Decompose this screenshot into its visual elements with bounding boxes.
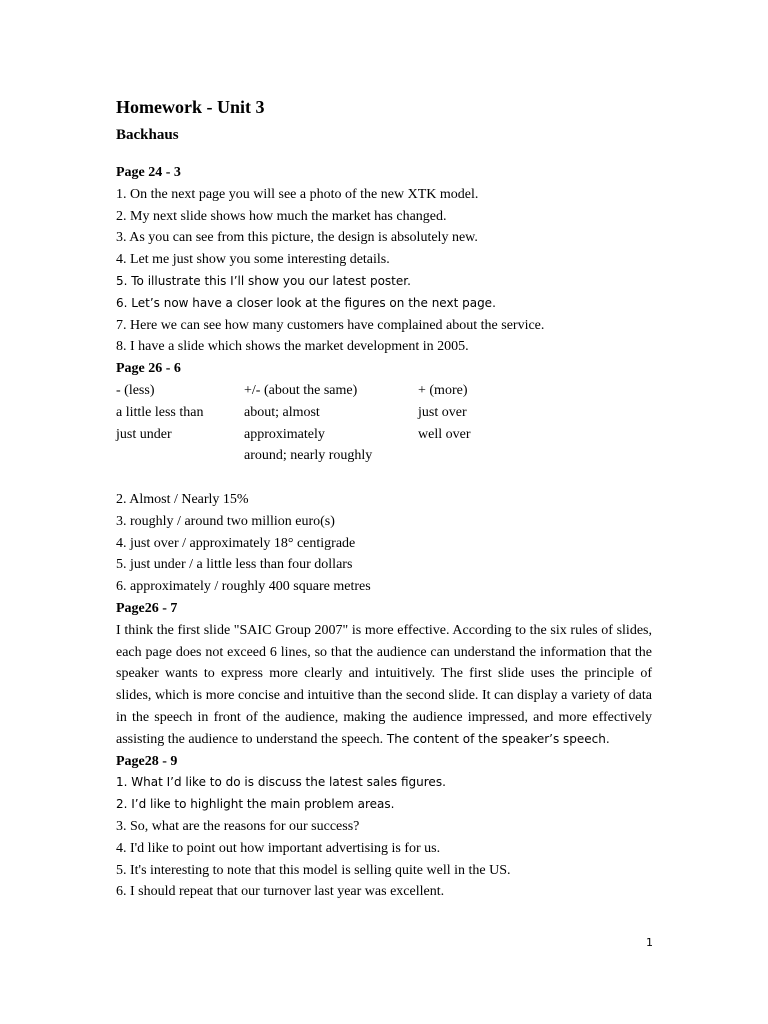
spacer <box>116 467 652 489</box>
list-item: 4. I'd like to point out how important advertising is for us. <box>116 840 441 856</box>
list-item: 2. I’d like to highlight the main problem areas. <box>116 797 395 812</box>
page-number: 1 <box>646 936 653 949</box>
list-item: 1. What I’d like to do is discuss the latest sales figures. <box>116 775 446 790</box>
list-item: 2. My next slide shows how much the market has changed. <box>116 208 447 224</box>
section-heading-page-26-6: Page 26 - 6 <box>116 361 181 377</box>
list-item: 4. just over / approximately 18° centigrade <box>116 535 356 551</box>
table-header-same: +/- (about the same) <box>244 382 358 398</box>
table-cell: just under <box>116 426 172 442</box>
list-item: 6. I should repeat that our turnover last year was excellent. <box>116 884 445 900</box>
list-item: 5. To illustrate this I’ll show you our latest poster. <box>116 273 411 288</box>
table-cell: around; nearly roughly <box>244 448 373 464</box>
section-heading-page26-7: Page26 - 7 <box>116 600 178 616</box>
document-title: Homework - Unit 3 <box>116 97 265 117</box>
table-header-less: - (less) <box>116 382 155 398</box>
list-item: 8. I have a slide which shows the market development in 2005. <box>116 339 469 355</box>
list-item: 6. approximately / roughly 400 square metres <box>116 579 371 595</box>
list-item: 2. Almost / Nearly 15% <box>116 491 249 507</box>
list-item: 1. On the next page you will see a photo of the new XTK model. <box>116 186 479 202</box>
table-cell: just over <box>418 404 467 420</box>
document-body <box>116 96 652 903</box>
list-item: 3. As you can see from this picture, the design is absolutely new. <box>116 230 478 246</box>
table-cell: approximately <box>244 426 325 442</box>
section-heading-page-24-3: Page 24 - 3 <box>116 165 181 180</box>
list-item: 6. Let’s now have a closer look at the figures on the next page. <box>116 295 496 310</box>
list-item: 4. Let me just show you some interesting details. <box>116 252 390 268</box>
comparison-table <box>116 380 652 467</box>
table-cell: well over <box>418 426 471 442</box>
list-item: 5. just under / a little less than four dollars <box>116 557 353 573</box>
author-name: Backhaus <box>116 127 179 143</box>
table-cell: about; almost <box>244 404 320 420</box>
section-heading-page28-9: Page28 - 9 <box>116 753 178 769</box>
list-item: 3. So, what are the reasons for our success? <box>116 818 360 834</box>
list-item: 7. Here we can see how many customers have complained about the service. <box>116 317 545 333</box>
table-header-more: + (more) <box>418 382 468 398</box>
table-cell <box>418 445 552 467</box>
table-cell: a little less than <box>116 404 204 420</box>
paragraph-tail-text: The content of the speaker’s speech. <box>383 731 610 746</box>
answer-paragraph <box>116 620 652 751</box>
list-item: 3. roughly / around two million euro(s) <box>116 513 335 529</box>
list-item: 5. It's interesting to note that this model is selling quite well in the US. <box>116 862 511 878</box>
table-cell <box>116 445 244 467</box>
paragraph-text: I think the first slide "SAIC Group 2007" is more effective. According to the six rules of slides, each page does not exceed 6 lines, so that the audience can understand the information that the speaker wants to express more clearly and intuitively. The first slide uses the principle of slides, which is more concise and intuitive than the second slide. It can display a variety of data in the speech in front of the audience, making the audience impressed, and more effectively assisting the audience to understand the speech. <box>116 622 652 747</box>
